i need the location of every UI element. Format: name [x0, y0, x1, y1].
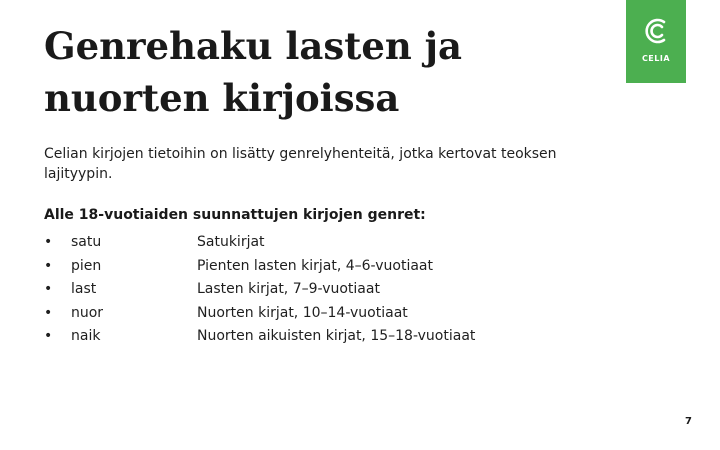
- genre-list-item: [44, 255, 604, 279]
- bullet-icon: •: [44, 234, 53, 250]
- genre-code: satu: [71, 234, 102, 250]
- genre-list-item: [44, 278, 604, 302]
- bullet-icon: •: [44, 257, 53, 274]
- celia-logo-text: CELIA: [641, 54, 671, 63]
- slide-title: [44, 20, 584, 124]
- intro-paragraph: Celian kirjojen tietoihin on lisätty genrelyhenteitä, jotka kertovat teoksen lajityypin.: [44, 146, 557, 182]
- bullet-icon: •: [44, 328, 53, 344]
- genre-code: last: [71, 281, 97, 297]
- genre-list-heading: Alle 18-vuotiaiden suunnattujen kirjojen genret:: [44, 207, 426, 223]
- genre-code: naik: [71, 328, 101, 344]
- page-number: 7: [685, 416, 692, 427]
- genre-code: nuor: [71, 304, 104, 321]
- celia-logo: [626, 0, 686, 83]
- genre-list: [44, 231, 604, 349]
- slide-title-line-1: Genrehaku lasten ja: [44, 24, 463, 68]
- genre-list-item: [44, 231, 604, 255]
- genre-description: Pienten lasten kirjat, 4–6-vuotiaat: [197, 257, 433, 274]
- slide-title-line-2: nuorten kirjoissa: [44, 76, 400, 120]
- genre-description: Lasten kirjat, 7–9-vuotiaat: [197, 281, 380, 297]
- celia-logo-icon: [626, 0, 686, 83]
- genre-description: Satukirjat: [197, 234, 265, 250]
- genre-list-item: [44, 325, 604, 349]
- genre-code: pien: [71, 257, 102, 274]
- genre-list-item: [44, 302, 604, 326]
- bullet-icon: •: [44, 304, 53, 321]
- genre-description: Nuorten kirjat, 10–14-vuotiaat: [197, 304, 408, 321]
- genre-description: Nuorten aikuisten kirjat, 15–18-vuotiaat: [197, 328, 476, 344]
- bullet-icon: •: [44, 281, 53, 297]
